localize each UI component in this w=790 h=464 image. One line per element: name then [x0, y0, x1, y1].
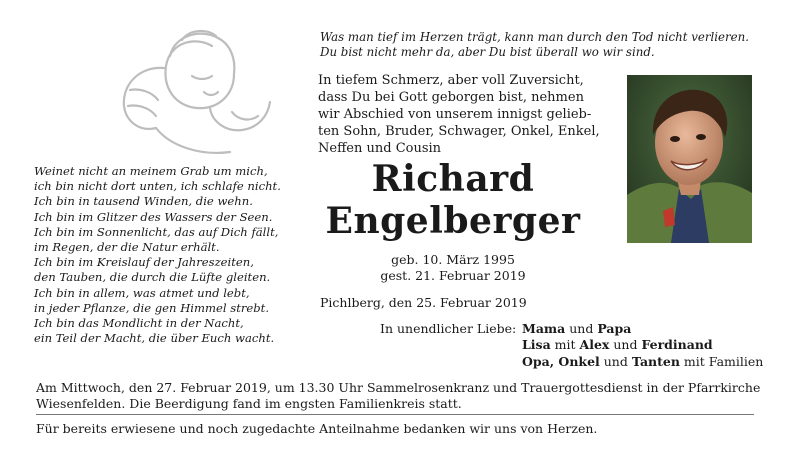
poem-line: Weinet nicht an meinem Grab um mich,: [34, 164, 268, 178]
mourner: Alex: [579, 337, 610, 353]
mourner: Tanten: [631, 353, 680, 369]
thanks-note: Für bereits erwiesene und noch zugedachte Anteilnahme bedanken wir uns von Herzen.: [36, 421, 598, 436]
poem-line: im Regen, der die Natur erhält.: [34, 240, 220, 255]
conjunction: und: [565, 321, 598, 336]
motto: [320, 30, 760, 60]
intro-line: dass Du bei Gott geborgen bist, nehmen: [318, 90, 584, 105]
mourner: Lisa: [522, 337, 551, 353]
angel-icon: [100, 6, 290, 166]
intro-text: [318, 72, 598, 157]
intro-line: wir Abschied von unserem innigst gelieb-: [318, 107, 592, 122]
mourner: Ferdinand: [641, 337, 713, 353]
poem-line: ich bin nicht dort unten, ich schlafe nicht.: [34, 179, 281, 194]
deceased-name: [318, 158, 588, 242]
first-name: Richard: [371, 158, 535, 200]
mourner: Mama: [522, 321, 566, 336]
mourner: Opa, Onkel: [522, 353, 600, 369]
service-line: Wiesenfelden. Die Beerdigung fand im engsten Familienkreis statt.: [36, 396, 462, 411]
intro-line: ten Sohn, Bruder, Schwager, Onkel, Enkel,: [318, 124, 600, 139]
conjunction: und: [609, 337, 642, 353]
poem-line: Ich bin im Sonnenlicht, das auf Dich fällt,: [34, 224, 279, 239]
poem-line: Ich bin in tausend Winden, die wehn.: [34, 194, 253, 209]
mourners-label: In unendlicher Liebe:: [380, 321, 517, 336]
mourner: Papa: [597, 321, 632, 336]
birth-date: geb. 10. März 1995: [391, 252, 515, 267]
death-date: gest. 21. Februar 2019: [380, 268, 526, 283]
service-line: Am Mittwoch, den 27. Februar 2019, um 13.30 Uhr Sammelrosenkranz und Trauergottesdienst in der Pfarrkirche: [36, 380, 761, 395]
intro-line: In tiefem Schmerz, aber voll Zuversicht,: [318, 73, 584, 88]
motto-line: Was man tief im Herzen trägt, kann man durch den Tod nicht verlieren.: [320, 30, 750, 44]
poem-line: Ich bin im Glitzer des Wassers der Seen.: [34, 209, 273, 224]
intro-line: Neffen und Cousin: [318, 141, 442, 156]
poem: [34, 164, 304, 346]
conjunction: mit Familien: [679, 353, 764, 369]
mourners-line-family: [522, 354, 763, 370]
poem-line: Ich bin das Mondlicht in der Nacht,: [34, 316, 244, 331]
poem-line: ein Teil der Macht, die über Euch wacht.: [34, 331, 275, 346]
mourners-line-parents: [522, 321, 763, 337]
conjunction: und: [599, 353, 632, 369]
divider: [36, 414, 754, 415]
portrait-photo: [627, 75, 752, 243]
poem-line: Ich bin im Kreislauf der Jahreszeiten,: [34, 255, 254, 270]
life-dates: [318, 252, 588, 284]
poem-line: Ich bin in allem, was atmet und lebt,: [34, 285, 250, 300]
conjunction: mit: [550, 337, 580, 353]
last-name: Engelberger: [325, 200, 581, 242]
poem-line: in jeder Pflanze, die gen Himmel strebt.: [34, 300, 270, 315]
portrait-icon: [627, 75, 752, 243]
service-info: [36, 380, 761, 412]
mourners-line-siblings: [522, 337, 763, 353]
poem-line: den Tauben, die durch die Lüfte gleiten.: [34, 270, 271, 285]
mourners-list: [522, 321, 763, 370]
place-date: Pichlberg, den 25. Februar 2019: [320, 295, 527, 310]
motto-line: Du bist nicht mehr da, aber Du bist überall wo wir sind.: [320, 45, 655, 59]
